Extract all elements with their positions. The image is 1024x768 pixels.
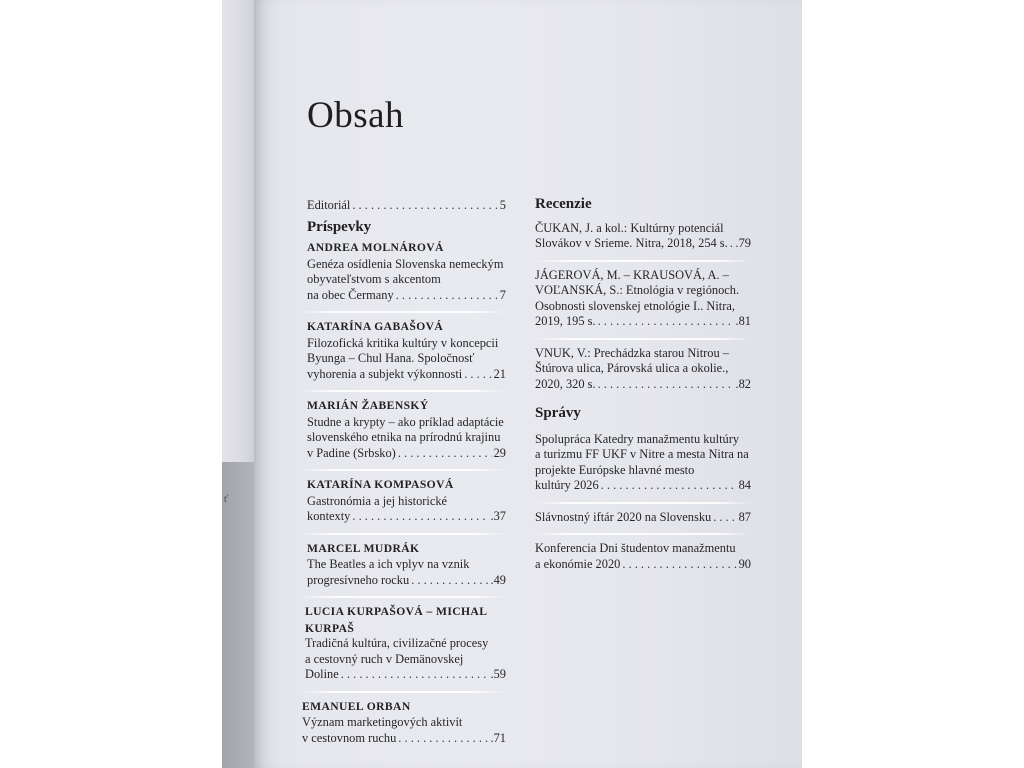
toc-entry-title-line: The Beatles a ich vplyv na vznik [307,557,470,571]
toc-entry-editorial [307,198,506,214]
toc-entry-title-line: Tradičná kultúra, civilizačné procesy [305,636,489,650]
entry-separator [535,260,751,262]
toc-entry [302,699,506,747]
toc-entry-title-line: VOĽANSKÁ, S.: Etnológia v regiónoch. [535,283,740,297]
toc-entry-title-line: Doline [305,667,339,681]
section-title-recenzie: Recenzie [535,196,592,212]
toc-entry-author: KATARÍNA KOMPASOVÁ [307,478,454,491]
toc-entry [535,268,751,330]
previous-page-edge [222,0,254,768]
toc-entry-title-line: projekte Európske hlavné mesto [535,462,695,477]
toc-page-number: 7 [499,287,506,302]
toc-recenzie-entries [535,221,751,393]
toc-entry-last-line [307,367,506,383]
toc-page-number: 87 [738,509,751,524]
toc-entry-title-line: Filozofická kritika kultúry v koncepcii [307,335,499,350]
toc-entry [307,477,506,525]
toc-entry [305,604,506,683]
section-title-prispevky: Príspevky [307,218,372,235]
toc-entry [307,240,506,303]
toc-entry-title-line: Genéza osídlenia Slovenska nemeckým [307,256,504,271]
toc-page-number: 21 [493,366,506,381]
leader-dots [352,509,488,525]
entry-separator [300,596,506,598]
toc-entry-title-line: Slovákov v Srieme. Nitra, 2018, 254 s. [535,236,728,250]
toc-entry-last-line [535,478,751,494]
toc-entry-title-line: a turizmu FF UKF v Nitre a mesta Nitra na [535,447,749,461]
toc-entry [307,319,506,382]
leader-dots [352,198,497,214]
toc-entry-last-line [535,314,751,330]
toc-entry-title-line: kultúry 2026 [535,478,599,492]
toc-entry-author: KATARÍNA GABAŠOVÁ [307,320,444,333]
toc-entry-title-line: a ekonómie 2020 [535,556,621,571]
entry-separator [535,533,751,535]
leader-dots [396,288,498,304]
toc-entry-title-line: Gastronómia a jej historické [307,493,448,508]
toc-entry-last-line [307,288,506,304]
toc-entry-title-line: vyhorenia a subjekt výkonnosti [307,366,463,381]
toc-entry [535,346,751,393]
toc-entry-author: ANDREA MOLNÁROVÁ [307,241,444,254]
leader-dots [398,731,488,747]
toc-page-number: .71 [490,730,506,745]
toc-entry-title-line: Studne a krypty – ako príklad adaptácie [307,414,504,429]
leader-dots [411,573,488,589]
toc-entry-last-line [307,573,506,589]
toc-entry-last-line [307,509,506,525]
toc-entry-title-line: Spolupráca Katedry manažmentu kultúry [535,431,740,446]
toc-entry-last-line [305,667,506,683]
toc-entry-author: EMANUEL ORBAN [302,699,411,713]
toc-entry-title-line: JÁGEROVÁ, M. – KRAUSOVÁ, A. – [535,267,729,282]
leader-dots [730,236,734,252]
toc-page-number: 90 [738,556,751,571]
toc-entry-last-line [535,557,751,573]
toc-entry-last-line [535,236,751,252]
section-title-spravy: Správy [535,405,581,421]
toc-entry-author: LUCIA KURPAŠOVÁ – MICHAL [305,605,488,618]
toc-page-number: .79 [735,236,751,250]
toc-page-number: .82 [735,376,751,391]
toc-left-entries [300,240,506,746]
toc-entry-title-line: Slávnostný iftár 2020 na Slovensku [535,509,712,524]
toc-page-number: .49 [490,572,506,587]
toc-entry-last-line [302,731,506,747]
toc-entry-title-line: progresívneho rocku [307,572,410,587]
leader-dots [622,557,736,573]
toc-entry-title-line: v cestovnom ruchu [302,730,397,745]
leader-dots [601,478,737,494]
toc-left-column [300,198,506,746]
toc-entry-title-line: 2020, 320 s. [535,376,596,391]
toc-page-number: 5 [499,198,506,212]
toc-entry-author: MARIÁN ŽABENSKÝ [307,399,429,412]
entry-separator [535,338,751,340]
toc-entry-title-line: kontexty [307,509,351,523]
page-title: Obsah [307,95,405,136]
toc-page-number: .59 [490,667,506,681]
toc-entry [535,510,751,526]
toc-entry-title-line: ČUKAN, J. a kol.: Kultúrny potenciál [535,220,724,235]
leader-dots [464,367,491,383]
book-page [254,0,802,768]
toc-entry-last-line [535,377,751,393]
entry-separator [300,469,506,471]
toc-entry-title-line: Byunga – Chul Hana. Spoločnosť [307,351,475,365]
leader-dots [713,510,736,526]
toc-page-number: 84 [738,478,751,492]
toc-entry-title-line: 2019, 195 s. [535,314,596,328]
previous-page-gray-block [222,462,254,768]
toc-entry [535,432,751,494]
toc-entry-author: KURPAŠ [305,621,355,635]
toc-entry [535,541,751,572]
toc-entry-last-line [307,446,506,462]
background-right [802,0,1024,768]
entry-separator [300,691,506,693]
entry-separator [300,311,506,313]
toc-entry [307,398,506,461]
previous-page-mark: ť [224,494,229,505]
toc-entry-title-line: VNUK, V.: Prechádzka starou Nitrou – [535,345,729,360]
leader-dots [598,377,734,393]
leader-dots [341,667,489,683]
toc-entry-title-line: a cestovný ruch v Demänovskej [305,651,464,666]
entry-separator [535,502,751,504]
toc-entry-title-line: Štúrova ulica, Párovská ulica a okolie., [535,361,729,375]
leader-dots [398,446,492,462]
toc-spravy-entries [535,432,751,573]
toc-entry [307,541,506,589]
toc-page-number: 29 [493,445,506,460]
toc-entry-title-line: na obec Čermany [307,287,394,302]
toc-entry-title-line: Konferencia Dni študentov manažmentu [535,541,736,555]
toc-page-number: .81 [735,314,751,328]
toc-entry-author: MARCEL MUDRÁK [307,541,420,555]
toc-entry-last-line [535,510,751,526]
toc-entry [535,221,751,252]
toc-right-column [535,197,751,572]
entry-separator [300,533,506,535]
leader-dots [598,314,734,330]
toc-entry-title-line: obyvateľstvom s akcentom [307,272,441,286]
toc-entry-title-line: Význam marketingových aktivít [302,715,463,729]
toc-entry-title: Editoriál [307,198,351,212]
toc-entry-title-line: Osobnosti slovenskej etnológie I.. Nitra, [535,298,735,313]
toc-entry-title-line: v Padine (Srbsko) [307,445,396,460]
toc-entry-title-line: slovenského etnika na prírodnú krajinu [307,430,501,444]
entry-separator [300,390,506,392]
toc-page-number: .37 [490,509,506,523]
